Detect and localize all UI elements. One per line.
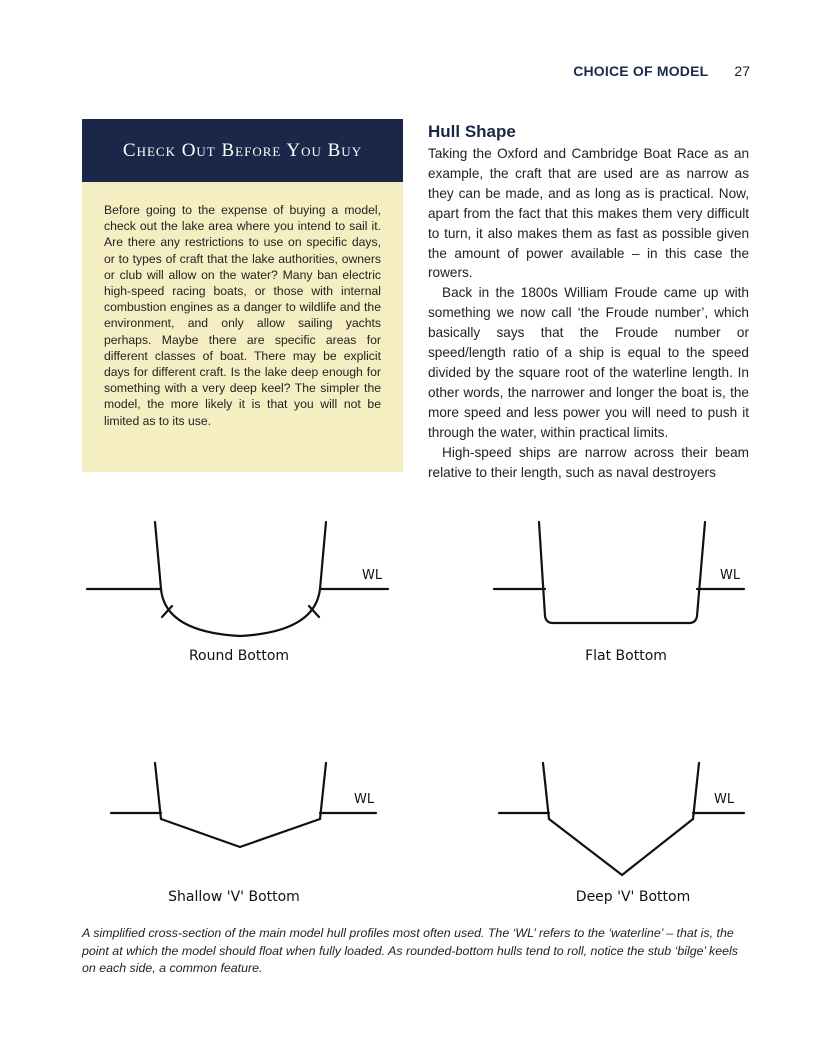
- wl-label: WL: [362, 568, 383, 583]
- running-head: [573, 63, 750, 79]
- hull-profiles-drawing: [0, 500, 818, 920]
- article-paragraph: Taking the Oxford and Cambridge Boat Race as an example, the craft that are used are as narrow as they can be made, and as long as is practical. Now, apart from the fact that this makes them very difficult to turn, it also makes them as fast as possible given the amount of power available – in this case the rowers.: [428, 146, 749, 281]
- page-number: 27: [734, 63, 750, 79]
- sidebar-title: Check Out Before You Buy: [82, 119, 403, 182]
- hull-profiles-diagram: [0, 500, 818, 920]
- wl-label: WL: [720, 568, 741, 583]
- sidebar-body: Before going to the expense of buying a model, check out the lake area where you intend to sail it. Are there any restrictions to use on specific days, or to types of craft that the lake authorities, owners or club will allow on the water? Many ban electric high-speed racing boats, or those with internal combustion engines as a danger to wildlife and the environment, and only allow sailing yachts perhaps. Maybe there are specific areas for different classes of boat. There may be explicit days for different craft. Is the lake deep enough for something with a very deep keel? The simpler the model, the more likely it is that you will not be limited as to its use.: [104, 203, 381, 428]
- shallow-v-bottom-hull: [111, 763, 376, 847]
- article-heading: Hull Shape: [428, 122, 516, 141]
- flat-bottom-hull: [494, 522, 744, 623]
- hull-label-shallow-v-bottom: Shallow 'V' Bottom: [168, 889, 300, 905]
- wl-label: WL: [714, 792, 735, 807]
- article-paragraph: Back in the 1800s William Froude came up with something we now call ‘the Froude number’, which basically says that the Froude number or speed/length ratio of a ship is equal to the speed divided by the square root of the waterline length. In other words, the narrower and longer the boat is, the more speed and less power you will need to push it through the water, within practical limits.: [428, 285, 749, 440]
- article-paragraph: High-speed ships are narrow across their beam relative to their length, such as naval destroyers: [428, 444, 749, 480]
- figure-caption: A simplified cross-section of the main model hull profiles most often used. The ‘WL’ refers to the ‘waterline’ – that is, the point at which the model should float when fully loaded. As rounded-bottom hulls tend to roll, notice the stub ‘bilge’ keels on each side, a common feature.: [82, 926, 738, 975]
- wl-label: WL: [354, 792, 375, 807]
- sidebar-box: [82, 119, 403, 472]
- round-bottom-hull: [87, 522, 388, 636]
- article: [428, 122, 749, 482]
- running-head-section: CHOICE OF MODEL: [573, 63, 709, 79]
- deep-v-bottom-hull: [499, 763, 744, 875]
- hull-label-round-bottom: Round Bottom: [188, 648, 290, 664]
- hull-label-deep-v-bottom: Deep 'V' Bottom: [575, 889, 691, 905]
- hull-label-flat-bottom: Flat Bottom: [585, 648, 667, 664]
